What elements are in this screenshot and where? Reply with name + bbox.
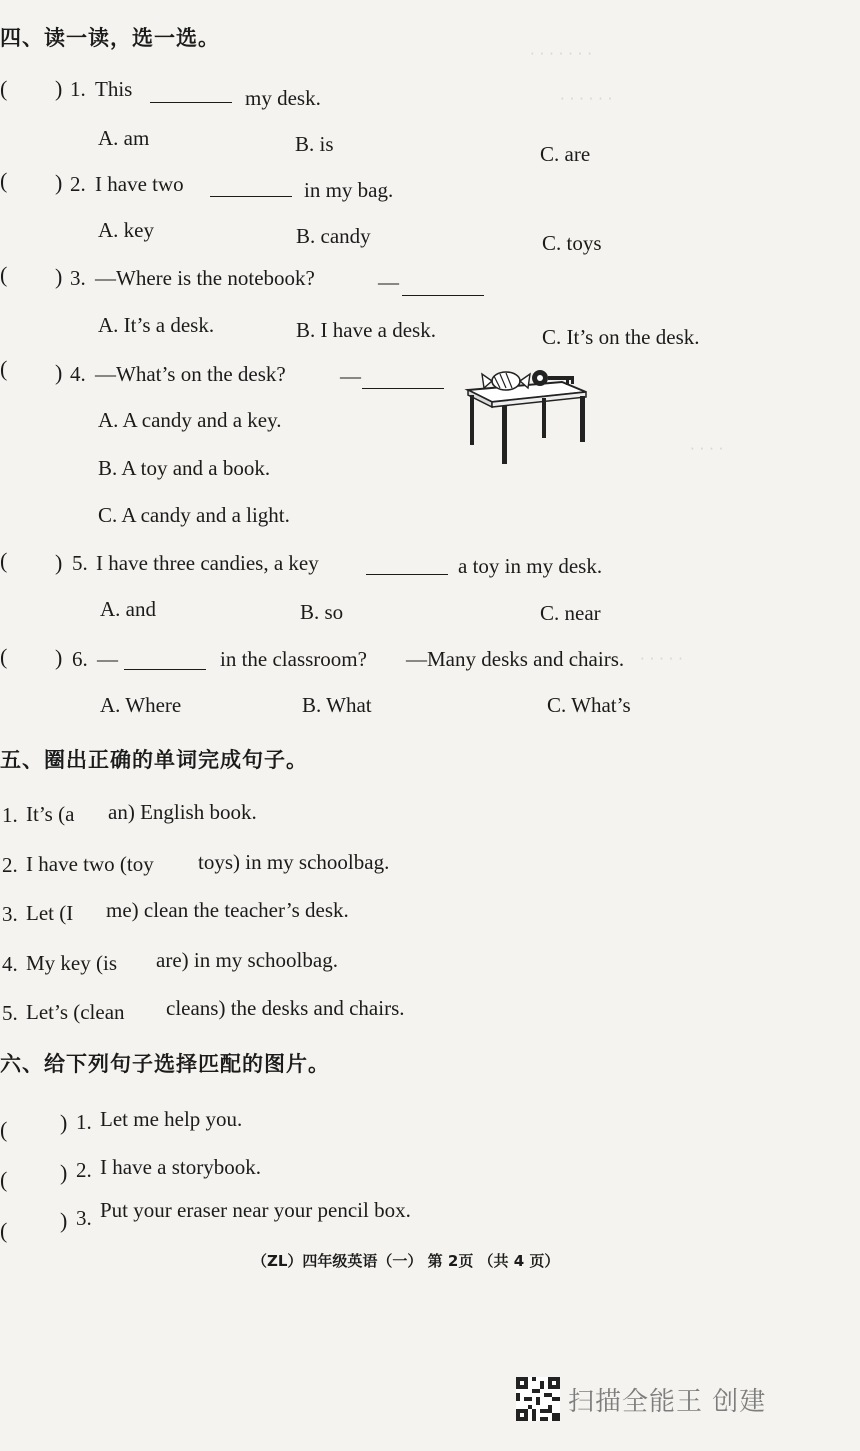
- option-b: B. What: [302, 693, 372, 717]
- option-c: C. A candy and a light.: [98, 503, 290, 527]
- choice-text-b: cleans) the desks and chairs.: [166, 996, 405, 1020]
- question-text: —Where is the notebook?: [95, 266, 315, 290]
- question-number: 5.: [72, 551, 88, 575]
- option-b: B. is: [295, 132, 334, 156]
- answer-paren-close: ): [55, 264, 63, 289]
- answer-paren-open: (: [0, 548, 8, 573]
- answer-paren-open: (: [0, 644, 8, 669]
- section-6-heading: 六、给下列句子选择匹配的图片。: [0, 1052, 330, 1076]
- answer-paren-open: (: [0, 168, 8, 193]
- answer-paren-open: (: [0, 1167, 8, 1192]
- answer-blank: [124, 651, 206, 670]
- question-number: 3.: [70, 266, 86, 290]
- choice-text-a: Let’s (clean: [26, 1000, 125, 1024]
- question-text: This: [95, 77, 133, 101]
- answer-paren-open: (: [0, 76, 8, 101]
- section-5-heading: 五、圈出正确的单词完成句子。: [0, 748, 308, 772]
- answer-paren-close: ): [55, 550, 63, 575]
- question-text: —What’s on the desk?: [95, 362, 286, 386]
- option-c: C. are: [540, 142, 591, 166]
- option-b: B. I have a desk.: [296, 318, 436, 342]
- choice-text-b: me) clean the teacher’s desk.: [106, 898, 349, 922]
- question-answer-text: —Many desks and chairs.: [406, 647, 625, 671]
- item-text: I have a storybook.: [100, 1155, 261, 1179]
- option-a: A. It’s a desk.: [98, 313, 215, 337]
- item-number: 1.: [76, 1110, 92, 1134]
- option-a: A. Where: [100, 693, 182, 717]
- answer-paren-open: (: [0, 1218, 8, 1243]
- option-b: B. candy: [296, 224, 371, 248]
- qr-code-icon: [516, 1377, 560, 1421]
- item-number: 4.: [2, 952, 18, 976]
- choice-text-b: toys) in my schoolbag.: [198, 850, 390, 874]
- answer-paren-close: ): [60, 1110, 68, 1135]
- answer-paren-open: (: [0, 1117, 8, 1142]
- answer-dash: —: [97, 647, 118, 671]
- scanner-watermark: 扫描全能王 创建: [568, 1387, 767, 1417]
- answer-paren-close: ): [55, 170, 63, 195]
- answer-blank: [402, 277, 484, 296]
- choice-text-a: Let (I: [26, 901, 74, 925]
- answer-paren-open: (: [0, 262, 8, 287]
- item-number: 3.: [76, 1206, 92, 1230]
- desk-with-candy-and-key-picture: [462, 362, 592, 470]
- question-text: my desk.: [245, 86, 321, 110]
- question-text: I have two: [95, 172, 184, 196]
- choice-text-a: It’s (a: [26, 802, 75, 826]
- answer-blank: [366, 556, 448, 575]
- answer-paren-close: ): [60, 1160, 68, 1185]
- answer-paren-close: ): [60, 1208, 68, 1233]
- question-number: 2.: [70, 172, 86, 196]
- question-number: 4.: [70, 362, 86, 386]
- answer-dash: —: [340, 364, 361, 388]
- section-4-heading: 四、读一读，选一选。: [0, 26, 220, 50]
- question-number: 1.: [70, 77, 86, 101]
- option-a: A. A candy and a key.: [98, 408, 282, 432]
- page-footer: （ZL）四年级英语（一） 第 2页 （共 4 页）: [252, 1252, 560, 1270]
- answer-paren-open: (: [0, 356, 8, 381]
- answer-paren-close: ): [55, 76, 63, 101]
- option-c: C. What’s: [547, 693, 631, 717]
- option-a: A. key: [98, 218, 154, 242]
- answer-paren-close: ): [55, 360, 63, 385]
- question-text: I have three candies, a key: [96, 551, 319, 575]
- item-number: 3.: [2, 902, 18, 926]
- option-c: C. near: [540, 601, 601, 625]
- choice-text-b: are) in my schoolbag.: [156, 948, 338, 972]
- choice-text-a: I have two (toy: [26, 852, 154, 876]
- item-number: 5.: [2, 1001, 18, 1025]
- answer-paren-close: ): [55, 645, 63, 670]
- item-number: 2.: [2, 853, 18, 877]
- question-number: 6.: [72, 647, 88, 671]
- option-b: B. A toy and a book.: [98, 456, 271, 480]
- question-text: in my bag.: [304, 178, 394, 202]
- option-a: A. and: [100, 597, 156, 621]
- choice-text-a: My key (is: [26, 951, 117, 975]
- question-text: in the classroom?: [220, 647, 367, 671]
- option-a: A. am: [98, 126, 150, 150]
- option-b: B. so: [300, 600, 344, 624]
- option-c: C. toys: [542, 231, 602, 255]
- item-number: 1.: [2, 803, 18, 827]
- item-text: Let me help you.: [100, 1107, 243, 1131]
- answer-blank: [150, 84, 232, 103]
- option-c: C. It’s on the desk.: [542, 325, 700, 349]
- question-text: a toy in my desk.: [458, 554, 603, 578]
- choice-text-b: an) English book.: [108, 800, 257, 824]
- answer-blank: [210, 178, 292, 197]
- item-text: Put your eraser near your pencil box.: [100, 1198, 411, 1222]
- answer-dash: —: [378, 270, 399, 294]
- item-number: 2.: [76, 1158, 92, 1182]
- answer-blank: [362, 370, 444, 389]
